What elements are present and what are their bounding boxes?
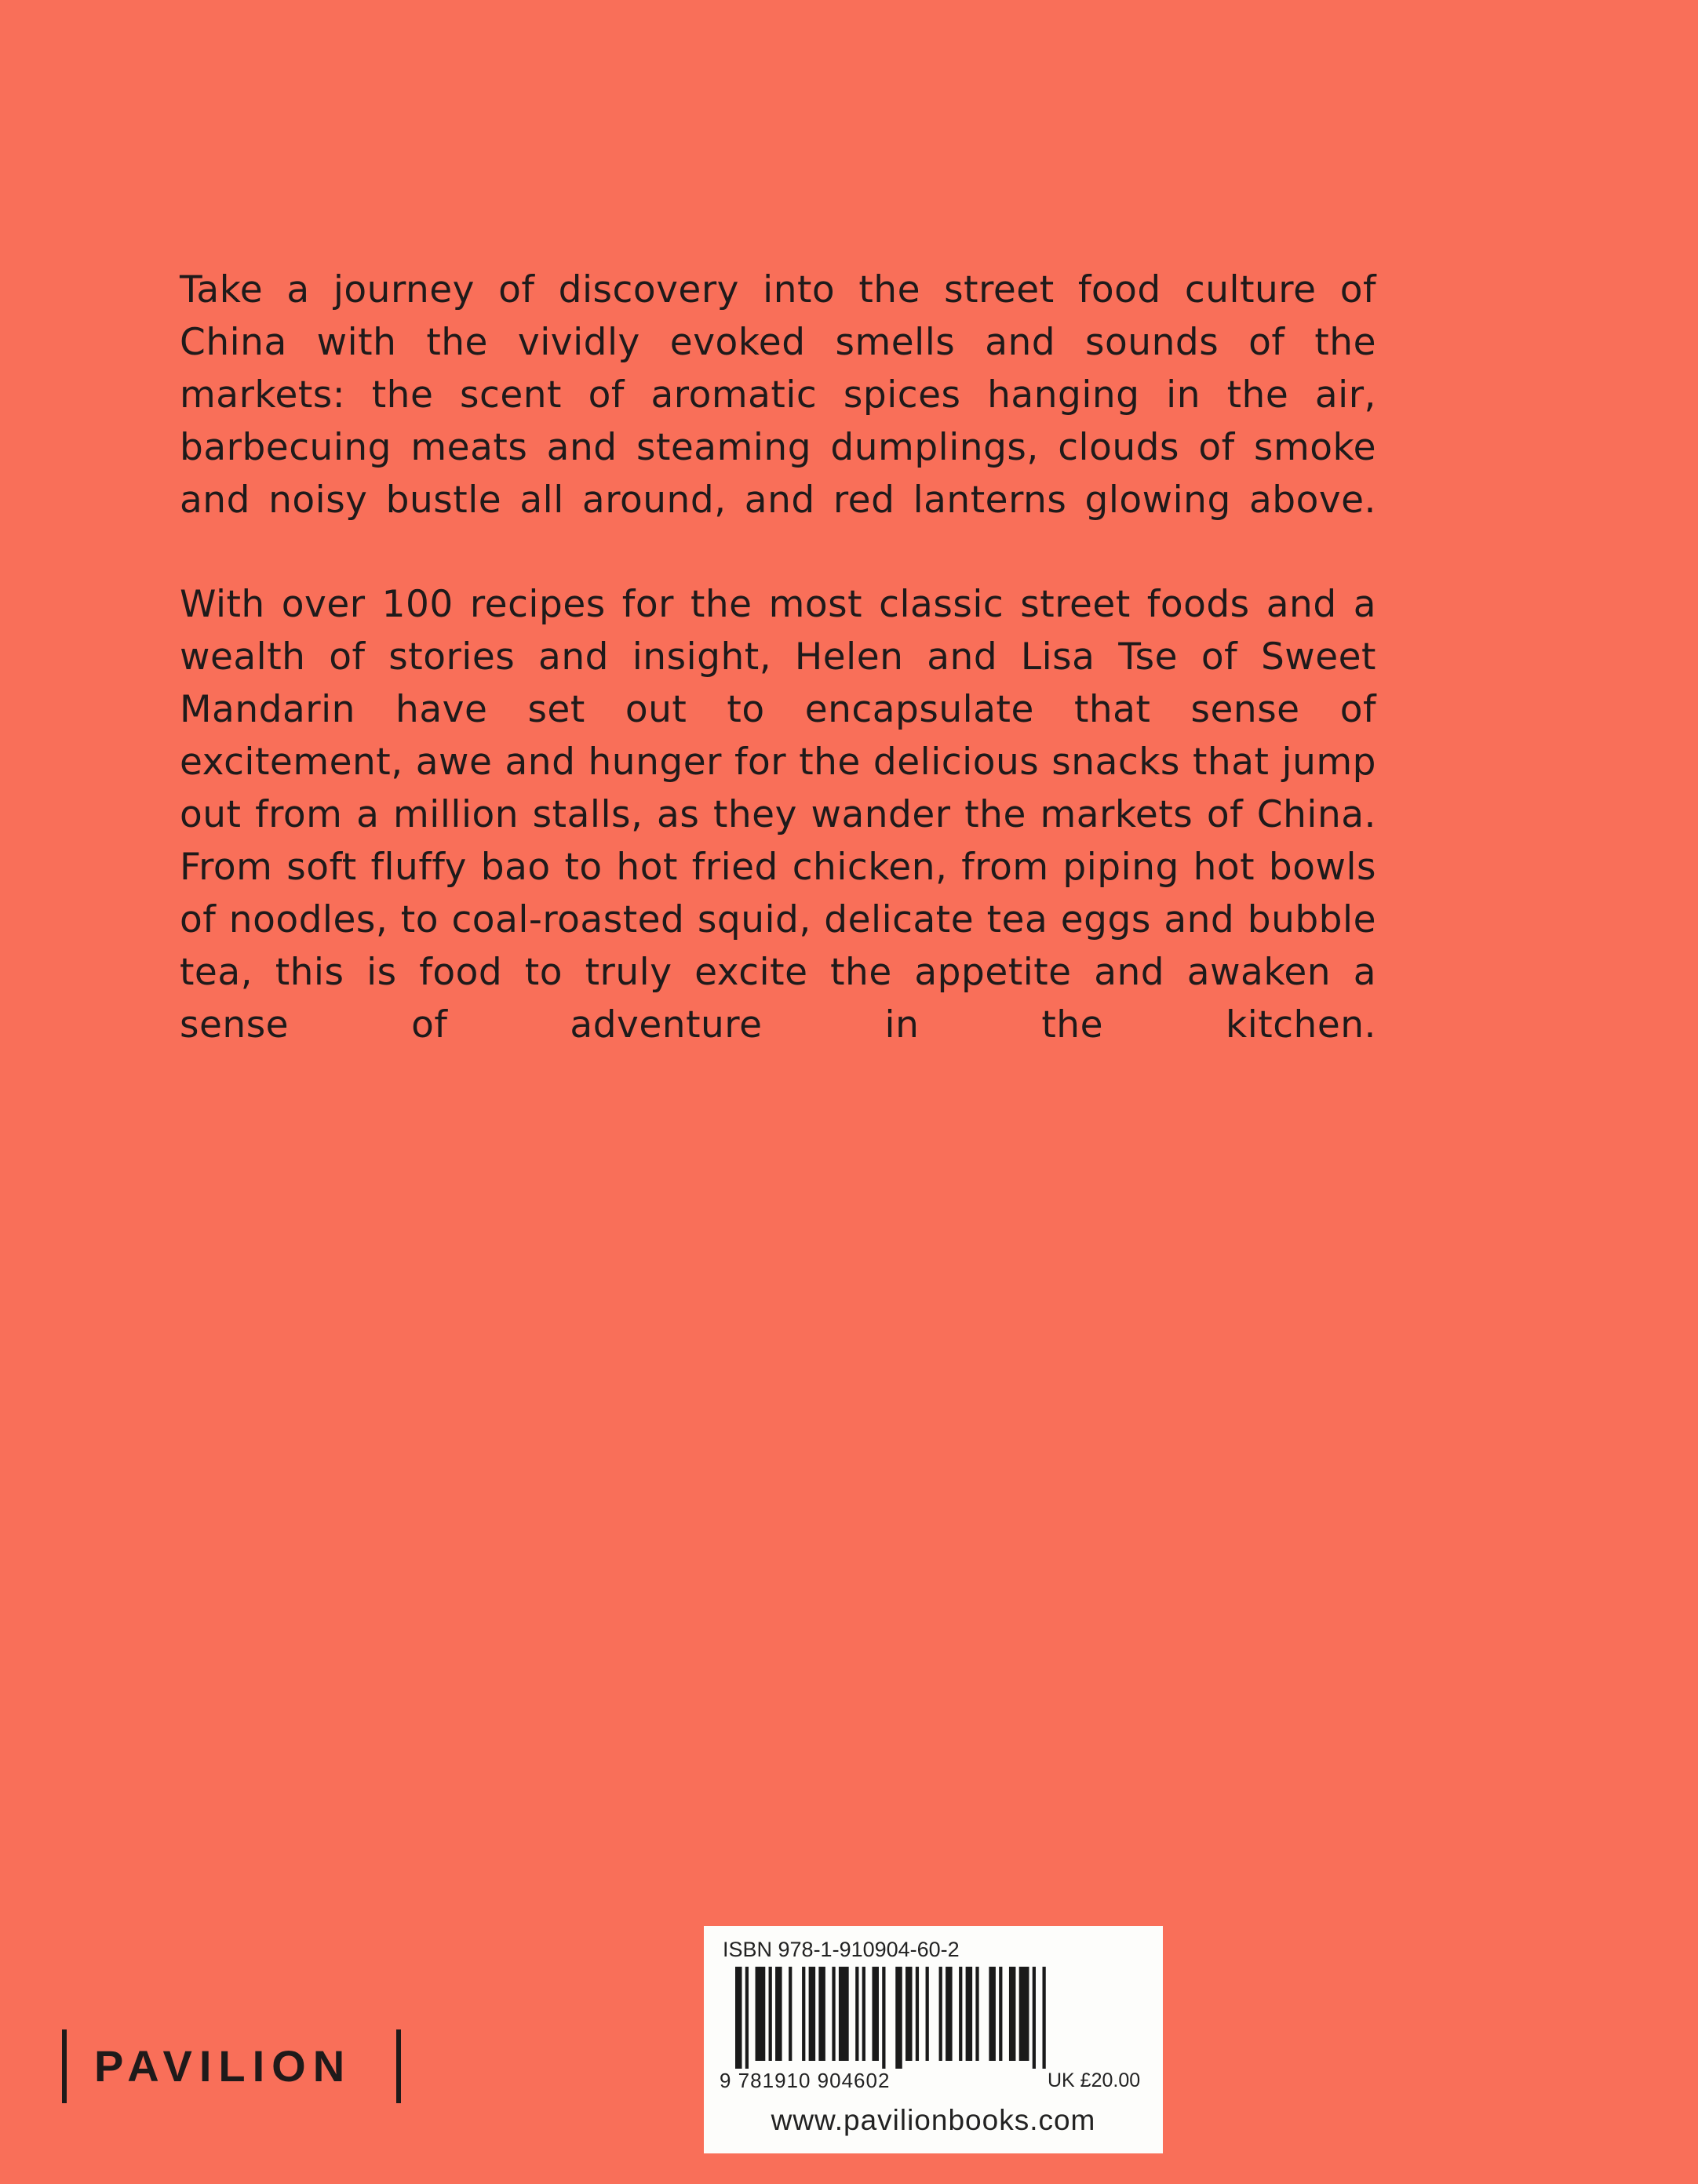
barcode-bar — [789, 1967, 792, 2061]
barcode-bar — [756, 1967, 766, 2061]
barcode-bar — [862, 1967, 865, 2061]
barcode-bar — [775, 1967, 782, 2061]
barcode-bar — [1009, 1967, 1016, 2061]
barcode-bar — [818, 1967, 825, 2061]
barcode-bar — [916, 1967, 919, 2061]
barcode-bar — [966, 1967, 973, 2061]
blurb — [180, 264, 1376, 1051]
barcode-bar — [839, 1967, 849, 2061]
barcode-bar — [946, 1967, 953, 2061]
barcode-bar — [926, 1967, 929, 2061]
isbn-text: ISBN 978-1-910904-60-2 — [723, 1938, 960, 1961]
website-link[interactable]: www.pavilionbooks.com — [771, 2104, 1096, 2136]
barcode-bar — [832, 1967, 835, 2061]
barcode-bar — [999, 1967, 1002, 2061]
barcode-label — [704, 1926, 1163, 2153]
barcode-bar — [959, 1967, 962, 2061]
barcode-bar — [1033, 1967, 1036, 2069]
barcode-bar — [939, 1967, 942, 2061]
barcode-bar — [1042, 1967, 1045, 2069]
barcode-bar — [905, 1967, 913, 2061]
barcode-bar — [975, 1967, 978, 2061]
barcode-bar — [745, 1967, 749, 2069]
publisher-logo-text: PAVILION — [94, 2041, 352, 2091]
blurb-paragraph-1: Take a journey of discovery into the street food culture of China with the vividly evoked smells and sounds of the markets: the scent of aromatic spices hanging in the air, barbecuing meats and steaming dumplings, clouds of smoke and noisy bustle all around, and red lanterns glowing above. — [180, 268, 1376, 522]
barcode-bar — [802, 1967, 805, 2061]
barcode-bar — [769, 1967, 772, 2061]
price-text: UK £20.00 — [1048, 2069, 1141, 2091]
barcode-digits: 9 781910 904602 — [720, 2069, 891, 2092]
barcode-icon — [735, 1967, 1049, 2069]
barcode-bar — [735, 1967, 742, 2069]
barcode-bar — [872, 1967, 879, 2061]
barcode-bar — [855, 1967, 858, 2061]
barcode-bar — [895, 1967, 902, 2069]
blurb-paragraph-2: With over 100 recipes for the most classic street foods and a wealth of stories and insight, Helen and Lisa Tse of Sweet Mandarin have set out to encapsulate that sense of excitement, awe and hunger for the delicious snacks that jump out from a million stalls, as they wander the markets of China. From soft fluffy bao to hot fried chicken, from piping hot bowls of noodles, to coal-roasted squid, delicate tea eggs and bubble tea, this is food to truly excite the appetite and awaken a sense of adventure in the kitchen. — [180, 583, 1376, 1046]
publisher-logo — [62, 2029, 401, 2103]
barcode-bar — [1019, 1967, 1029, 2061]
barcode-bar — [809, 1967, 816, 2061]
barcode-bar — [989, 1967, 996, 2061]
barcode-bar — [882, 1967, 885, 2069]
